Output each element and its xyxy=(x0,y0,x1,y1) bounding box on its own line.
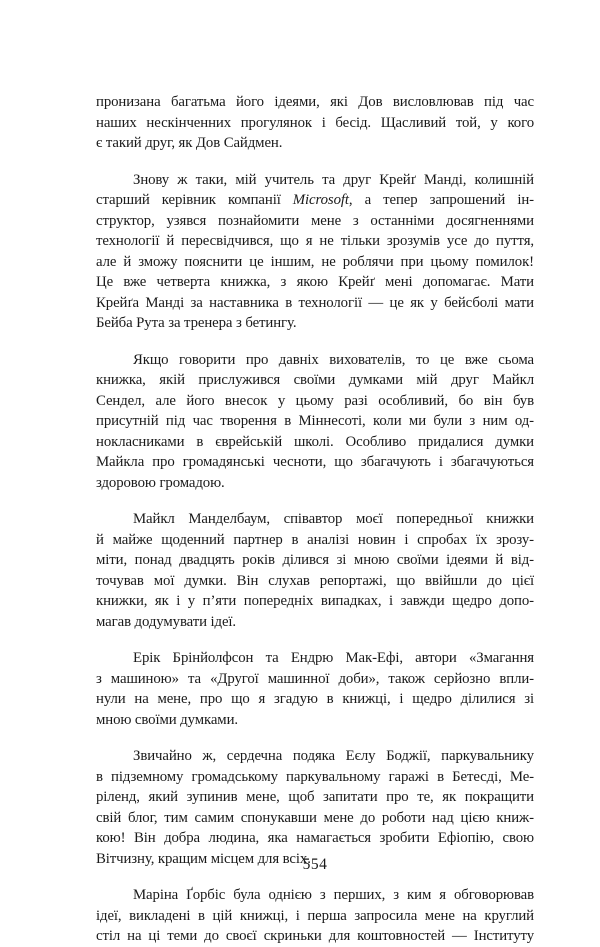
text-line: Сендел, але його внесок у цьому разі особливий, бо він був xyxy=(96,392,534,409)
text-line: в підземному громадському паркувальному гаражі в Бетесді, Ме- xyxy=(96,768,534,785)
text-line: є такий друг, як Дов Сайдмен. xyxy=(96,135,283,151)
text-line: Крейґа Манді за наставника в технології — це як у бейсболі мати xyxy=(96,294,534,311)
text-line: Це вже четверта книжка, з якою Крейґ мені допомагає. Мати xyxy=(96,274,534,290)
text-line: з машиною» та «Другої машинної доби», також серйозно впли- xyxy=(96,670,534,687)
text-line: Бейба Рута за тренера з бетингу. xyxy=(96,315,297,331)
text-line: магав додумувати ідеї. xyxy=(96,613,237,630)
text-segment: старший керівник компанії xyxy=(96,192,293,208)
text-segment: , а тепер запрошений ін- xyxy=(348,192,534,208)
text-line: Якщо говорити про давніх вихователів, то це вже сьома xyxy=(133,351,534,368)
text-line: пронизана багатьма його ідеями, які Дов висловлював під час xyxy=(96,94,534,110)
text-line: точував мої думки. Він слухав репортажі, що ввійшли до цієї xyxy=(96,572,534,589)
text-line: міти, понад двадцять років ділився зі мною своїми ідеями й від- xyxy=(96,552,534,568)
text-line: книжка, якій прислужився своїми думками мій друг Майкл xyxy=(96,372,534,388)
text-line: стіл на ці теми до своєї скриньки для коштовностей — Інституту xyxy=(96,928,534,944)
text-line: Майкла про громадянські чесноти, що збагачують і збагачуються xyxy=(96,454,534,470)
text-line: але й зможу пояснити це іншим, не роблячи при цьому помилок! xyxy=(96,253,534,270)
text-line: здоровою громадою. xyxy=(96,474,225,491)
text-line: кою! Він добра людина, яка намагається зробити Ефіопію, свою xyxy=(96,830,534,846)
text-line: мною своїми думками. xyxy=(96,711,238,728)
text-line: наших нескінченних прогулянок і бесід. Щасливий той, у кого xyxy=(96,114,534,131)
text-line: нокласниками в єврейській школі. Особливо придалися думки xyxy=(96,433,534,450)
text-line: технології й пересвідчився, що я не тільки зрозумів усе до пуття, xyxy=(96,233,534,249)
text-line: Майкл Манделбаум, співавтор моєї попередньої книжки xyxy=(133,511,534,527)
italic-text-segment: Microsoft xyxy=(292,192,349,208)
text-line: структор, узявся познайомити мене з останніми досягненнями xyxy=(96,212,534,229)
text-line: Звичайно ж, сердечна подяка Еєлу Боджії, паркувальнику xyxy=(133,748,534,764)
text-line xyxy=(96,190,534,211)
text-line: присутній під час творення в Міннесоті, коли ми були з ним од- xyxy=(96,413,534,429)
text-block xyxy=(96,92,534,947)
text-line: Маріна Ґорбіс була однією з перших, з ким я обговорював xyxy=(133,887,534,903)
text-line: свій блог, тим самим спонукавши мене до роботи над цією книж- xyxy=(96,809,534,826)
text-line: книжки, як і у п’яти попередніх випадках, і завжди щедро допо- xyxy=(96,593,534,609)
text-line: Ерік Брінйолфсон та Ендрю Мак-Ефі, автори «Змагання xyxy=(133,650,534,666)
text-line: й майже щоденний партнер в аналізі новин і спробах їх зрозу- xyxy=(96,531,534,548)
text-line: Вітчизну, кращим місцем для всіх. xyxy=(96,850,311,867)
text-line: ідеї, викладені в цій книжці, і перша запросила мене на круглий xyxy=(96,907,534,924)
text-line: нули на мене, про що я згадую в книжці, і щедро ділилися зі xyxy=(96,691,534,707)
page-number: 554 xyxy=(302,856,328,873)
text-line: ріленд, який зупинив мене, щоб запитати про те, як покращити xyxy=(96,789,534,805)
text-line: Знову ж таки, мій учитель та друг Крейґ Манді, колишній xyxy=(133,171,534,188)
